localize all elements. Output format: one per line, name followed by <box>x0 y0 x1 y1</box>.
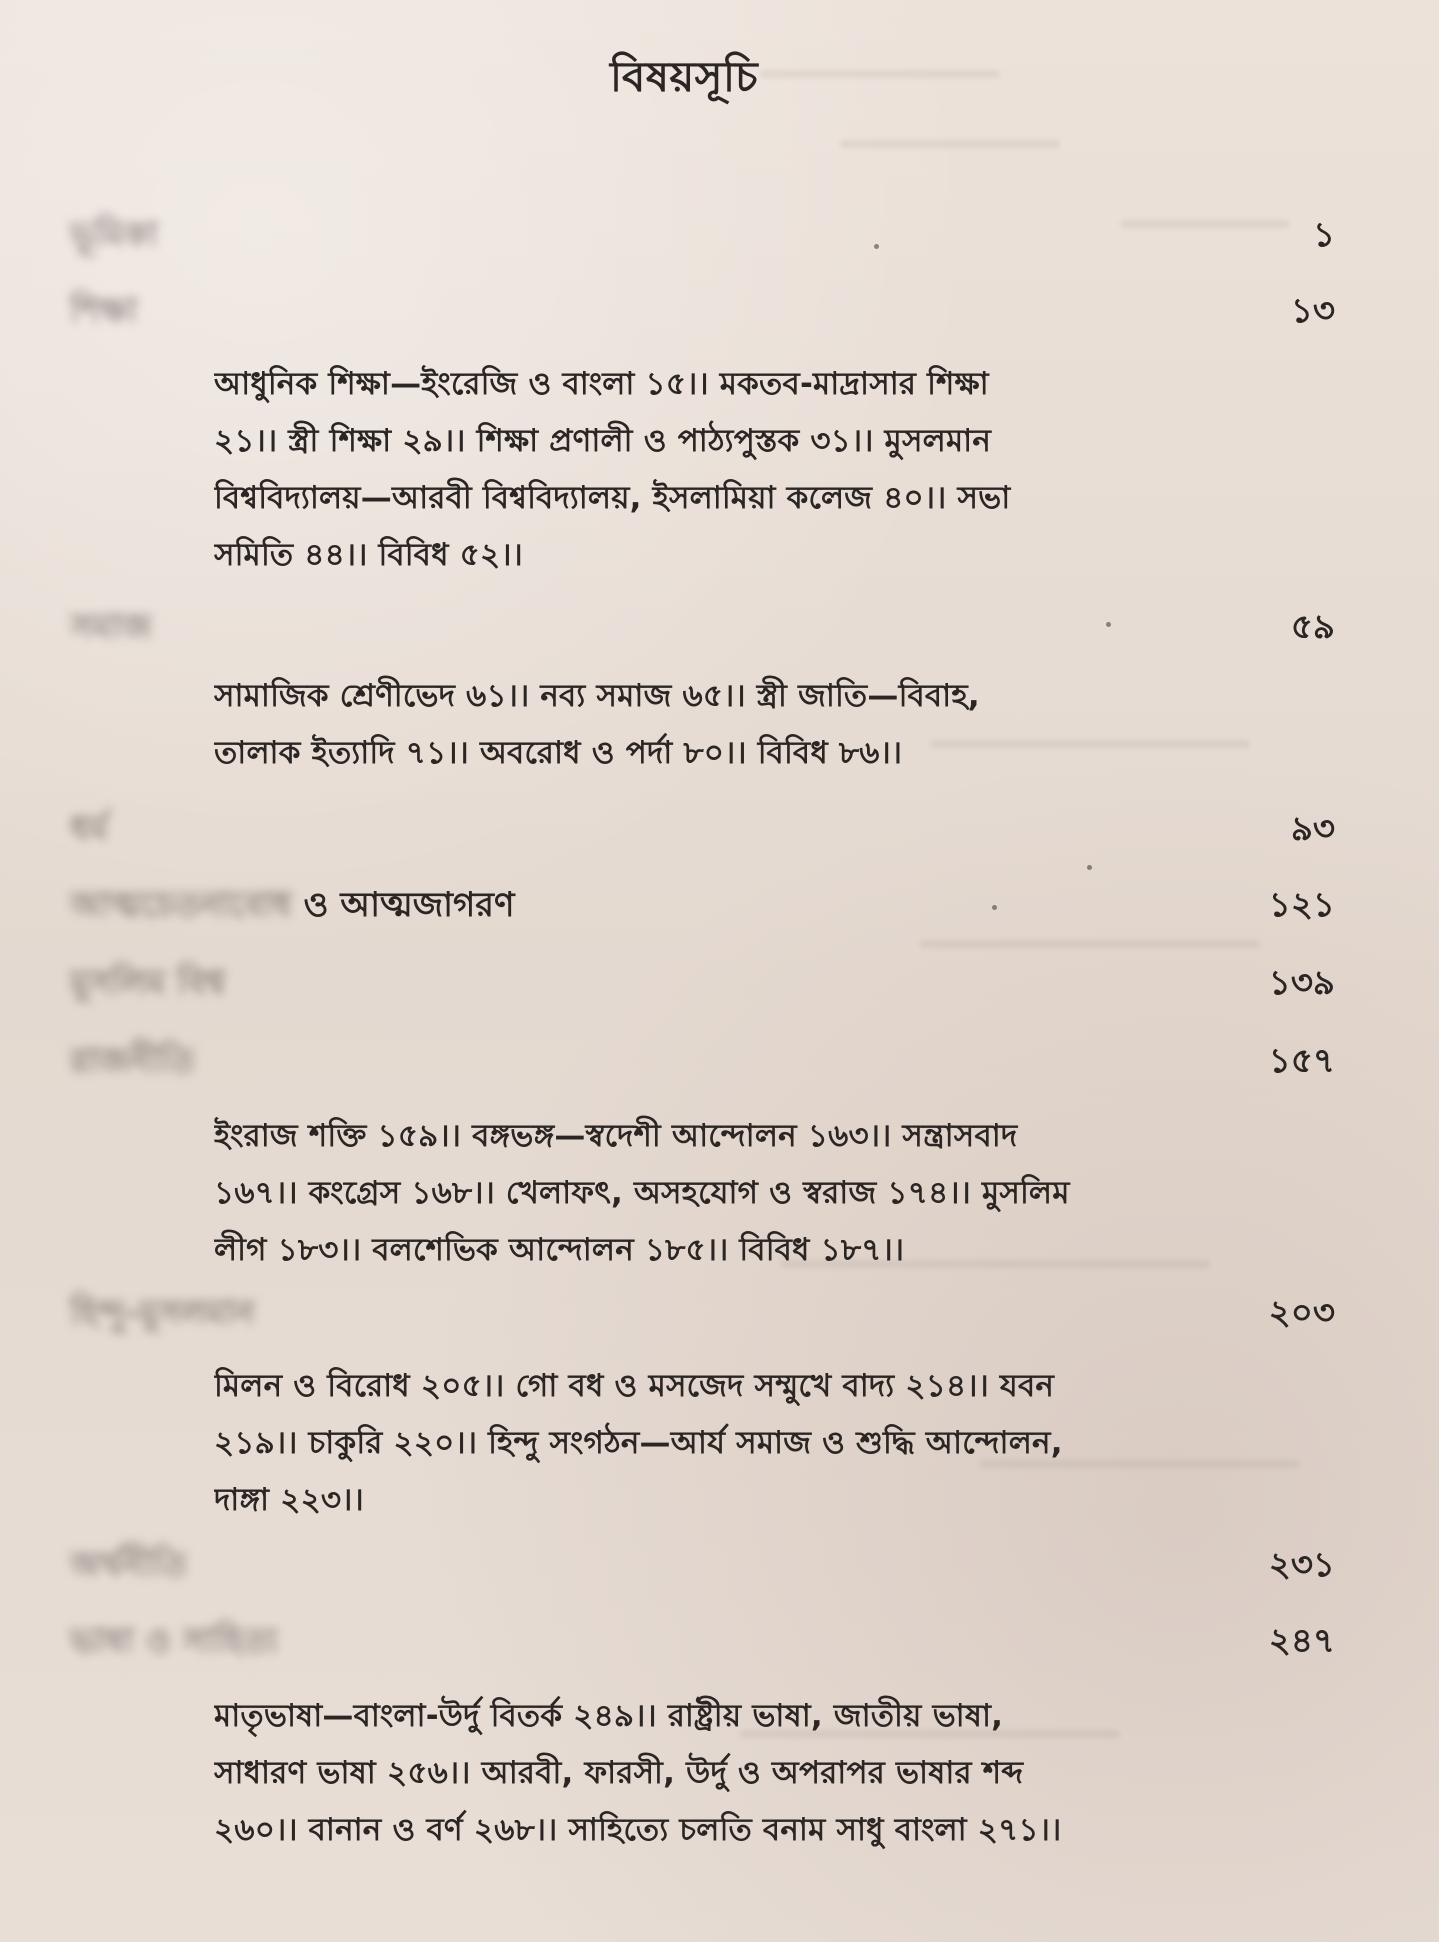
show-through-text-mark <box>840 140 1060 148</box>
entry-page-number: ১২১ <box>1268 885 1335 925</box>
entry-page-number: ২৩১ <box>1268 1545 1335 1585</box>
show-through-text-mark <box>920 940 1260 948</box>
detail-line: ১৬৭।। কংগ্রেস ১৬৮।। খেলাফৎ, অসহযোগ ও স্বরাজ ১৭৪।। মুসলিম <box>214 1175 1070 1211</box>
entry-heading-text: ধর্ম <box>70 809 108 849</box>
detail-line: ২১৯।। চাকুরি ২২০।। হিন্দু সংগঠন—আর্য সমাজ ও শুদ্ধি আন্দোলন, <box>214 1425 1063 1461</box>
detail-line: ইংরাজ শক্তি ১৫৯।। বঙ্গভঙ্গ—স্বদেশী আন্দোলন ১৬৩।। সন্ত্রাসবাদ <box>214 1118 1018 1154</box>
entry-page-number: ২০৩ <box>1268 1293 1335 1333</box>
paper-speck <box>1087 865 1092 870</box>
entry-heading-politics <box>70 1040 194 1082</box>
detail-line: ২১।। স্ত্রী শিক্ষা ২৯।। শিক্ষা প্রণালী ও পাঠ্যপুস্তক ৩১।। মুসলমান <box>214 423 992 459</box>
entry-heading-language-literature <box>70 1620 278 1662</box>
entry-heading-text: ভাষা ও সাহিত্য <box>70 1621 278 1661</box>
entry-heading-text-faded: আত্মচেতনাবোধ <box>70 885 292 925</box>
detail-line: মিলন ও বিরোধ ২০৫।। গো বধ ও মসজেদ সম্মুখে বাদ্য ২১৪।। যবন <box>214 1368 1055 1404</box>
entry-details-language-literature <box>214 1688 1170 1859</box>
entry-details-society <box>214 668 1170 782</box>
entry-page-number: ৯৩ <box>1290 809 1335 849</box>
entry-page-number: ১৩৯ <box>1268 963 1335 1003</box>
entry-heading-text: রাজনীতি <box>70 1041 195 1081</box>
paper-speck <box>992 905 997 910</box>
entry-heading-education <box>70 290 137 332</box>
entry-heading-text: ভূমিকা <box>70 215 158 255</box>
entry-heading-text: সমাজ <box>70 607 152 647</box>
detail-line: লীগ ১৮৩।। বলশেভিক আন্দোলন ১৮৫।। বিবিধ ১৮৭।। <box>214 1232 905 1268</box>
detail-line: বিশ্ববিদ্যালয়—আরবী বিশ্ববিদ্যালয়, ইসলামিয়া কলেজ ৪০।। সভা <box>214 480 1011 516</box>
entry-details-hindu-muslim <box>214 1358 1170 1529</box>
entry-page-number: ৫৯ <box>1290 607 1335 647</box>
entry-heading-text: শিক্ষা <box>70 291 138 331</box>
entry-details-education <box>214 356 1170 584</box>
detail-line: সাধারণ ভাষা ২৫৬।। আরবী, ফারসী, উর্দু ও অপরাপর ভাষার শব্দ <box>214 1755 1024 1791</box>
entry-heading-introduction <box>70 214 158 256</box>
show-through-text-mark <box>1120 220 1290 228</box>
detail-line: সামাজিক শ্রেণীভেদ ৬১।। নব্য সমাজ ৬৫।। স্ত্রী জাতি—বিবাহ, <box>214 678 980 714</box>
entry-heading-religion <box>70 808 108 850</box>
entry-heading-hindu-muslim <box>70 1292 255 1334</box>
entry-heading-muslim-world <box>70 962 225 1004</box>
entry-page-number: ২৪৭ <box>1268 1621 1335 1661</box>
entry-page-number: ১৩ <box>1290 291 1335 331</box>
detail-line: তালাক ইত্যাদি ৭১।। অবরোধ ও পর্দা ৮০।। বিবিধ ৮৬।। <box>214 735 903 771</box>
detail-line: সমিতি ৪৪।। বিবিধ ৫২।। <box>214 537 523 573</box>
entry-heading-self-awakening <box>70 884 515 926</box>
entry-page-number: ১৫৭ <box>1268 1041 1335 1081</box>
detail-line: আধুনিক শিক্ষা—ইংরেজি ও বাংলা ১৫।। মকতব-মাদ্রাসার শিক্ষা <box>214 366 989 402</box>
detail-line: মাতৃভাষা—বাংলা-উর্দু বিতর্ক ২৪৯।। রাষ্ট্রীয় ভাষা, জাতীয় ভাষা, <box>214 1698 1004 1734</box>
entry-heading-text: মুসলিম বিশ্ব <box>70 963 226 1003</box>
entry-details-politics <box>214 1108 1170 1279</box>
entry-heading-society <box>70 606 152 648</box>
paper-speck <box>874 244 879 249</box>
detail-line: দাঙ্গা ২২৩।। <box>214 1482 364 1518</box>
entry-heading-text: অর্থনীতি <box>70 1545 187 1585</box>
entry-heading-text: হিন্দু-মুসলমান <box>70 1293 255 1333</box>
paper-speck <box>1106 622 1111 627</box>
page-title: বিষয়সূচি <box>610 52 759 101</box>
detail-line: ২৬০।। বানান ও বর্ণ ২৬৮।। সাহিত্যে চলতি বনাম সাধু বাংলা ২৭১।। <box>214 1812 1062 1848</box>
entry-heading-economics <box>70 1544 187 1586</box>
show-through-text-mark <box>760 70 1000 78</box>
entry-page-number: ১ <box>1312 215 1335 255</box>
entry-heading-text: ও আত্মজাগরণ <box>303 885 515 925</box>
